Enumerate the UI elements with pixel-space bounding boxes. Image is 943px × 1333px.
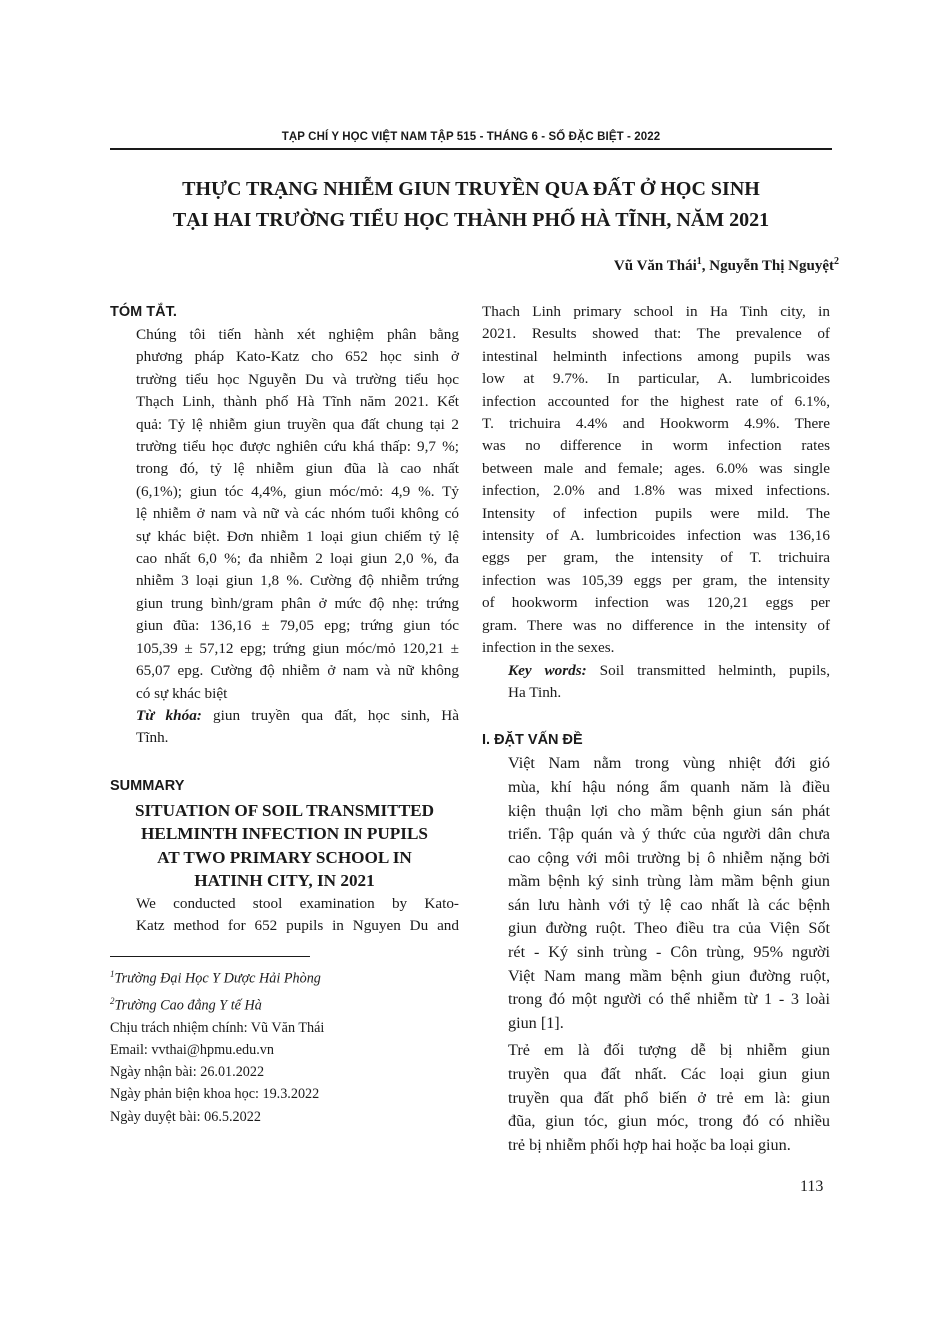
- summary-line: infection, 2.0% and 1.8% was mixed infections.: [482, 482, 830, 500]
- abstract-line: lệ nhiễm ở nam và nữ và các nhóm tuổi không có: [136, 505, 459, 523]
- intro-line: rét - Ký sinh trùng - Côn trùng, 95% người: [508, 943, 830, 962]
- author-1-affiliation-mark: 1: [696, 256, 702, 267]
- abstract-line: (6,1%); giun tóc 4,4%, giun móc/mỏ: 4,9 %. Tỷ: [136, 482, 459, 500]
- summary-line: intensity of A. lumbricoides infection was 136,16: [482, 527, 830, 545]
- abstract-line: sự khác biệt. Đơn nhiễm 1 loại giun chiếm tỷ lệ: [136, 527, 459, 545]
- keywords-en-label: Key words:: [508, 661, 587, 679]
- keywords-en-line: Ha Tinh.: [508, 683, 562, 701]
- author-1: Vũ Văn Thái: [613, 258, 697, 274]
- summary-line: 2021. Results showed that: The prevalence of: [482, 325, 830, 343]
- footnote-email: Email: vvthai@hpmu.edu.vn: [110, 1041, 274, 1058]
- abstract-line: 105,39 ± 57,12 epg; trứng giun móc/mỏ 120,21 ±: [136, 639, 459, 657]
- abstract-line: nhiễm 3 loại giun 1,8 %. Cường độ nhiễm trứng: [136, 572, 459, 590]
- english-title-line: HELMINTH INFECTION IN PUPILS: [141, 824, 428, 844]
- title-line-1: THỰC TRẠNG NHIỄM GIUN TRUYỀN QUA ĐẤT Ở HỌC SINH: [182, 178, 760, 200]
- abstract-line: Chúng tôi tiến hành xét nghiệm phân bằng: [136, 326, 459, 343]
- footnote-responsible: Chịu trách nhiệm chính: Vũ Văn Thái: [110, 1019, 325, 1036]
- english-title-line: AT TWO PRIMARY SCHOOL IN: [157, 847, 412, 867]
- intro-line: đũa, giun tóc, giun móc, trong đó có nhiều: [508, 1112, 830, 1131]
- summary-paragraph-continued: [482, 301, 830, 660]
- summary-line: infection accounted for the highest rate of 6.1%,: [482, 392, 830, 410]
- summary-line: Katz method for 652 pupils in Nguyen Du and: [136, 917, 459, 935]
- introduction-paragraph-2: [482, 1039, 830, 1157]
- keywords-en-line: [482, 660, 830, 682]
- intro-line: giun đường ruột. Theo điều tra của Viện Sốt: [508, 919, 830, 938]
- summary-line: between male and female; ages. 6.0% was single: [482, 459, 830, 477]
- summary-line: gram. There was no difference in the intensity of: [482, 616, 830, 634]
- intro-line: mầm bệnh ký sinh trùng làm mầm bệnh giun: [508, 872, 830, 891]
- summary-heading: SUMMARY: [110, 777, 185, 794]
- summary-line: Thach Linh primary school in Ha Tinh city, in: [482, 303, 830, 320]
- article-title: [110, 174, 832, 236]
- footnote-received-date: Ngày nhận bài: 26.01.2022: [110, 1064, 265, 1081]
- introduction-paragraph-1: [482, 752, 830, 1035]
- abstract-line: giun đũa: 136,16 ± 79,05 epg; trứng giun tóc: [136, 617, 459, 635]
- summary-line: intestinal helminth infections among pupils was: [482, 347, 830, 365]
- intro-line: trẻ bị nhiễm phối hợp hai hoặc ba loại giun.: [508, 1135, 791, 1154]
- intro-line: trong đó một người có thể nhiễm từ 1 - 3 loài: [508, 990, 830, 1009]
- keywords-vi-line: [110, 705, 459, 727]
- keywords-en-text: Soil transmitted helminth, pupils,: [586, 661, 831, 679]
- abstract-heading: TÓM TẮT.: [110, 304, 177, 320]
- abstract-line: có sự khác biệt: [136, 684, 228, 702]
- footnote-affiliation-1: [110, 963, 459, 990]
- abstract-line: cao nhất 6,0 %; đa nhiễm 2 loại giun 2,0 %, đa: [136, 550, 459, 568]
- english-title-line: SITUATION OF SOIL TRANSMITTED: [134, 800, 435, 820]
- summary-line: of hookworm infection was 120,21 eggs per: [482, 594, 830, 612]
- keywords-vi-text: giun truyền qua đất, học sinh, Hà: [201, 706, 459, 724]
- keywords-vi-line: Tĩnh.: [136, 729, 169, 747]
- intro-line: truyền qua đất nhất. Các loại giun giun: [508, 1065, 830, 1084]
- intro-line: giun [1].: [508, 1013, 564, 1032]
- affiliation-2-mark: 2: [110, 995, 115, 1006]
- keywords-en: [482, 660, 830, 705]
- journal-header: TẠP CHÍ Y HỌC VIỆT NAM TẬP 515 - THÁNG 6 - SỐ ĐẶC BIỆT - 2022: [281, 131, 661, 143]
- footnote-approved-date: Ngày duyệt bài: 06.5.2022: [110, 1108, 261, 1125]
- english-title-line: HATINH CITY, IN 2021: [194, 871, 375, 891]
- intro-line: Trẻ em là đối tượng dễ bị nhiễm giun: [508, 1041, 830, 1060]
- summary-line: infection was 105,39 eggs per gram, the intensity: [482, 571, 830, 589]
- abstract-line: phương pháp Kato-Katz cho 652 học sinh ở: [136, 348, 459, 366]
- intro-line: Việt Nam nằm trong vùng nhiệt đới gió: [508, 754, 830, 773]
- intro-line: sán lưu hành với tỷ lệ cao nhất là các bệnh: [508, 895, 830, 914]
- summary-line: low at 9.7%. In particular, A. lumbricoides: [482, 370, 830, 388]
- footnote-affiliation-2: [110, 990, 459, 1017]
- intro-line: triển. Tập quán và ý thức của người dân chưa: [508, 825, 830, 844]
- author-2-affiliation-mark: 2: [834, 256, 839, 267]
- summary-paragraph-start: [110, 893, 459, 938]
- abstract-line: trường tiểu học Nguyễn Du và trường tiểu học: [136, 370, 459, 388]
- keywords-vi-label: Từ khóa:: [136, 706, 202, 724]
- abstract-line: giun trung bình/gram phân ở mức độ nhẹ: trứng: [136, 594, 459, 612]
- left-column: [110, 300, 459, 1128]
- abstract-paragraph: [110, 324, 459, 705]
- author-2: Nguyễn Thị Nguyệt: [709, 258, 834, 274]
- summary-line: eggs per gram, the intensity of T. trichuira: [482, 549, 830, 567]
- intro-line: cao cộng với môi trường bị ô nhiễm nặng bởi: [508, 848, 830, 867]
- introduction-heading: I. ĐẶT VẤN ĐỀ: [482, 732, 583, 749]
- summary-line: We conducted stool examination by Kato-: [136, 894, 459, 912]
- intro-line: Việt Nam mang mầm bệnh giun đường ruột,: [508, 966, 830, 985]
- affiliation-2: Trường Cao đẳng Y tế Hà: [114, 997, 262, 1014]
- footnote-rule: [110, 956, 310, 957]
- author-list: [614, 256, 839, 275]
- abstract-line: Thạch Linh, thành phố Hà Tĩnh năm 2021. Kết: [136, 393, 459, 411]
- intro-line: kiện thuận lợi cho mầm bệnh giun sán phát: [508, 801, 830, 820]
- title-line-2: TẠI HAI TRƯỜNG TIỂU HỌC THÀNH PHỐ HÀ TĨNH, NĂM 2021: [172, 209, 770, 231]
- keywords-vi: [110, 705, 459, 750]
- right-column: [482, 301, 830, 1157]
- affiliation-1: Trường Đại Học Y Dược Hải Phòng: [114, 970, 321, 987]
- summary-line: infection in the sexes.: [482, 639, 615, 657]
- intro-line: truyền qua đất phổ biến ở trẻ em là: giun: [508, 1088, 830, 1107]
- english-title: [110, 799, 459, 893]
- intro-line: mùa, khí hậu nóng ẩm quanh năm là điều: [508, 777, 830, 796]
- abstract-line: quả: Tỷ lệ nhiễm giun truyền qua đất chung tại 2: [136, 415, 459, 433]
- abstract-line: trường tiểu học được nghiên cứu khá thấp: 9,7 %;: [136, 438, 459, 456]
- header-rule: [110, 148, 832, 150]
- page-number: 113: [800, 1178, 824, 1195]
- summary-line: was no difference in worm infection rates: [482, 437, 830, 455]
- abstract-line: trong đó, tỷ lệ nhiễm giun đũa là cao nhất: [136, 460, 459, 478]
- author-separator: ,: [701, 258, 710, 274]
- abstract-line: 65,07 epg. Cường độ nhiễm ở nam và nữ không: [136, 662, 459, 680]
- summary-line: T. trichuira 4.4% and Hookworm 4.9%. There: [482, 415, 830, 433]
- affiliation-1-mark: 1: [110, 968, 115, 979]
- summary-line: Intensity of infection pupils were mild. The: [482, 504, 830, 522]
- footnote-reviewed-date: Ngày phản biện khoa học: 19.3.2022: [110, 1086, 320, 1103]
